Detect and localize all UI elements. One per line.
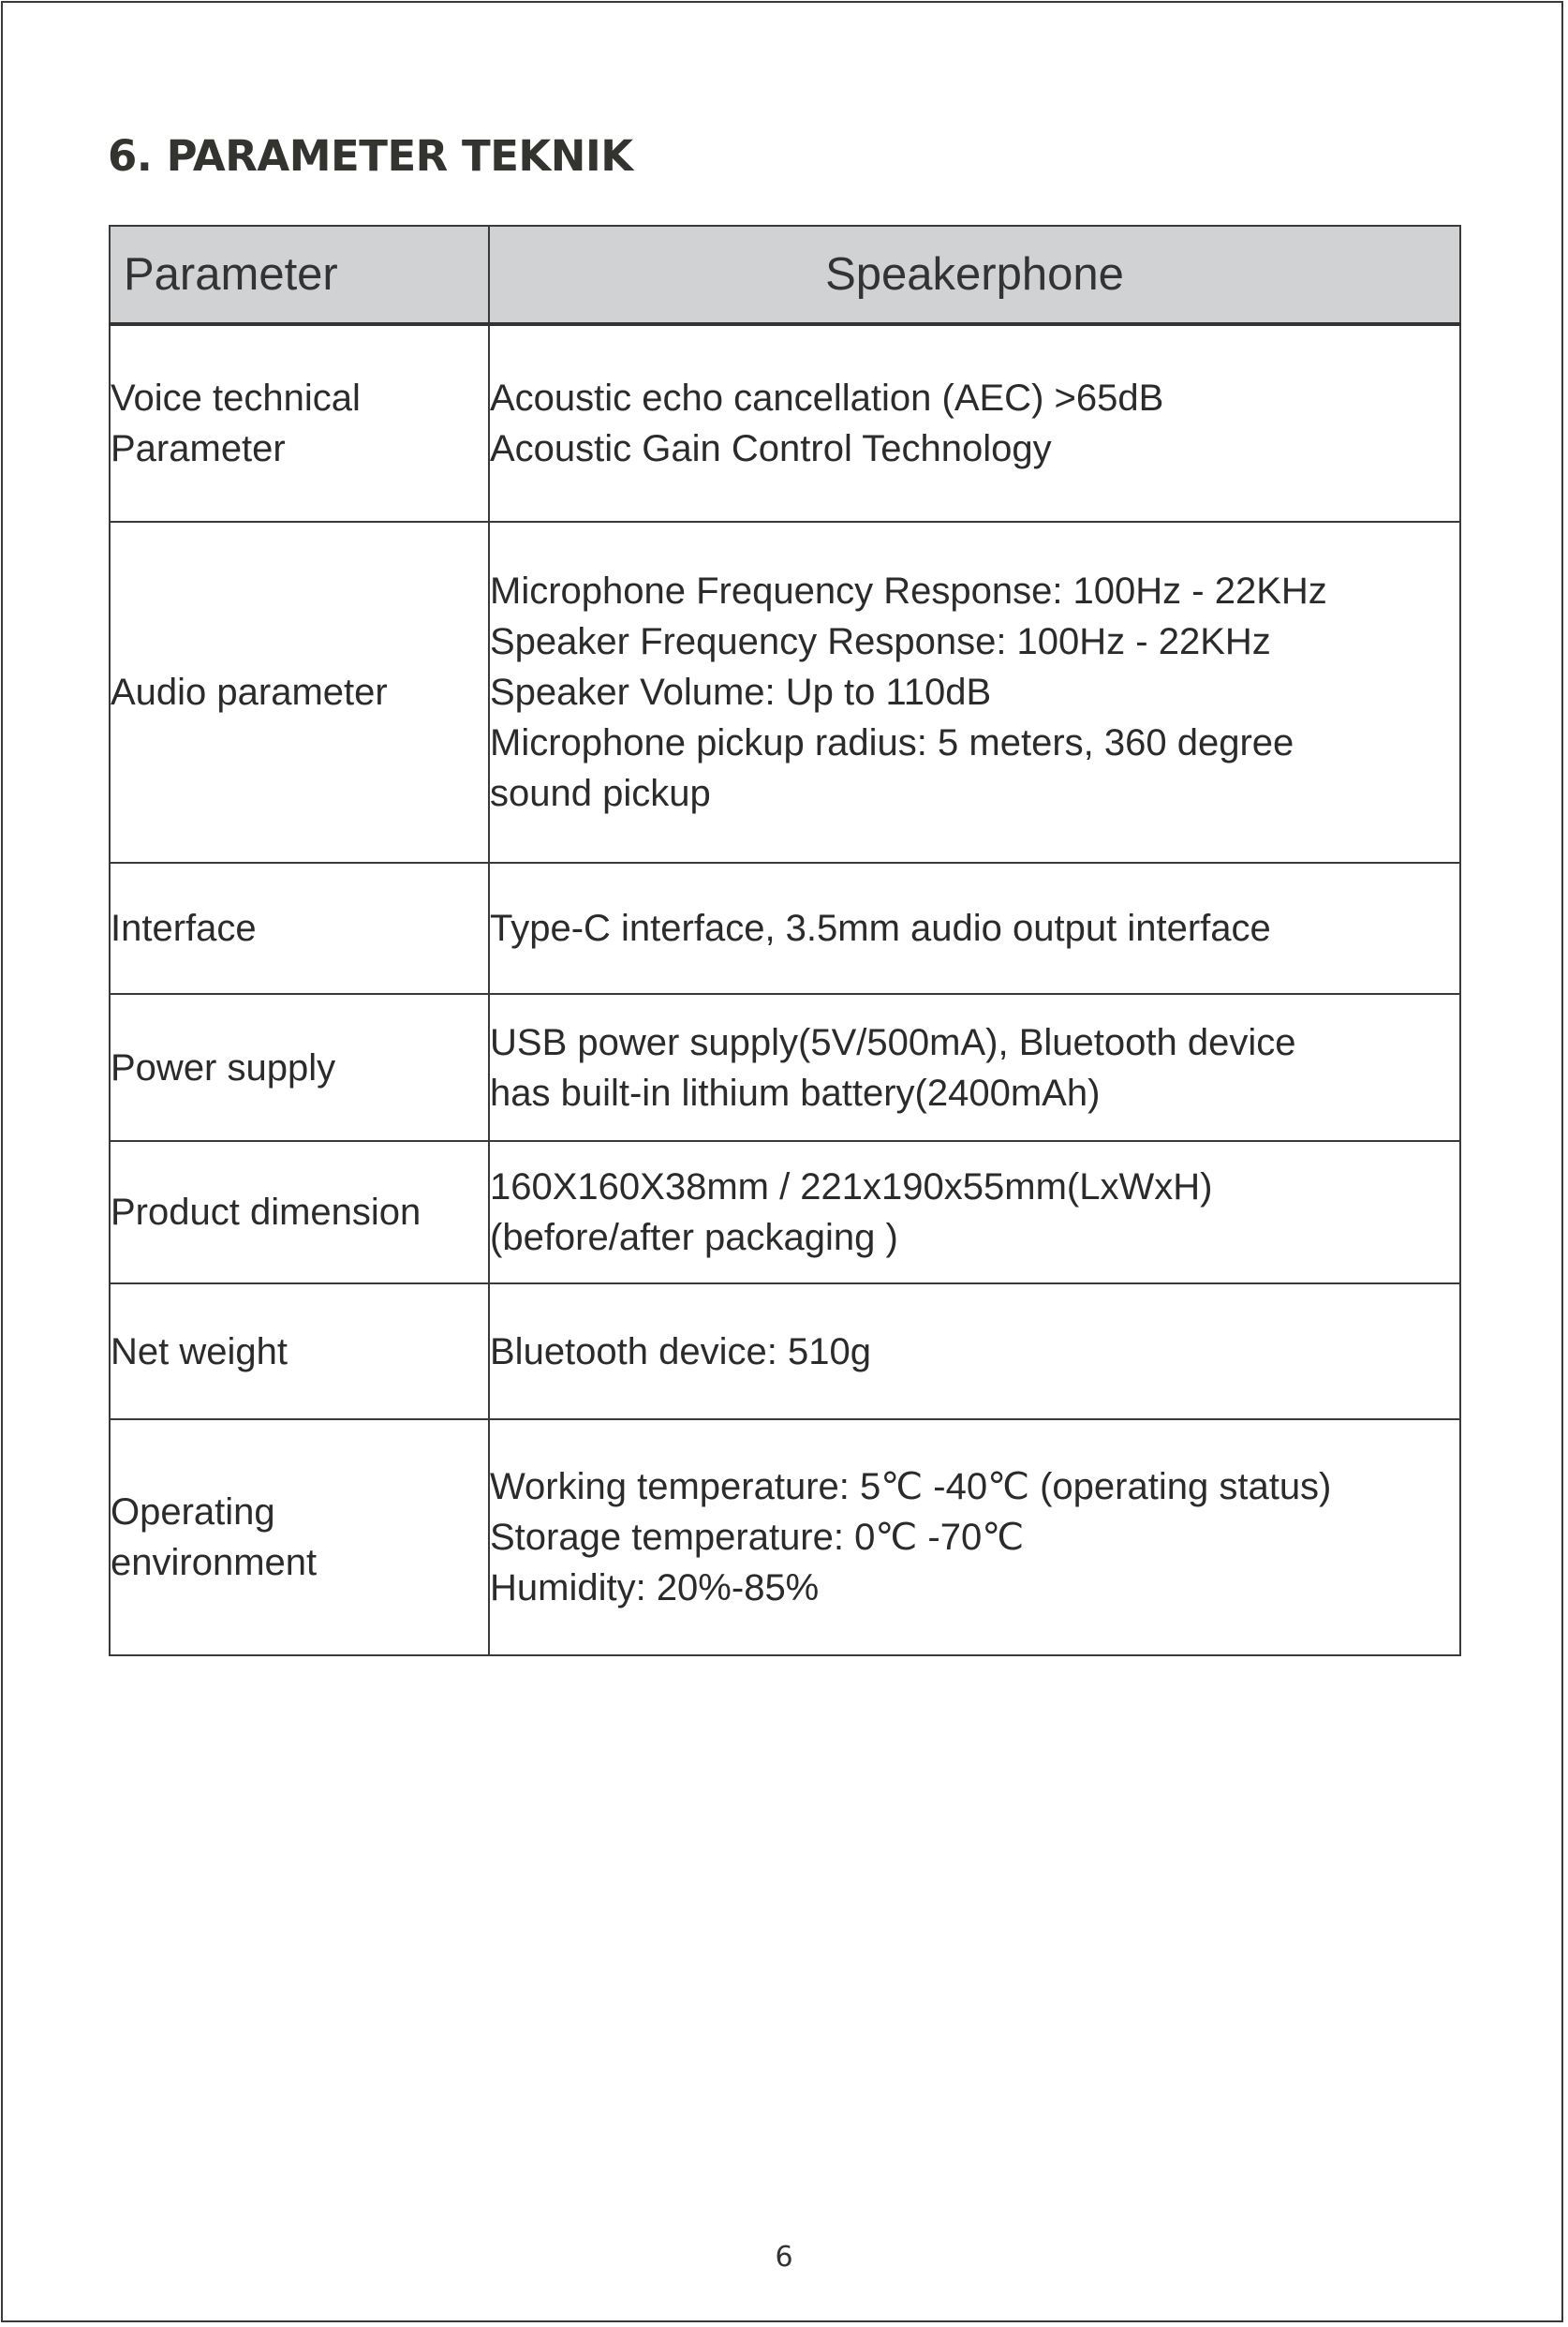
value-line: Speaker Frequency Response: 100Hz - 22KHz bbox=[490, 621, 1271, 662]
label-line: Net weight bbox=[111, 1330, 288, 1372]
value-line: Bluetooth device: 510g bbox=[490, 1330, 871, 1372]
table-row bbox=[110, 994, 1460, 1141]
column-header-parameter: Parameter bbox=[110, 226, 489, 324]
label-line: Voice technical bbox=[111, 378, 361, 419]
label-line: Parameter bbox=[111, 428, 286, 469]
table-header-row bbox=[110, 226, 1460, 324]
table-row bbox=[110, 522, 1460, 863]
value-line: 160X160X38mm / 221x190x55mm(LxWxH) bbox=[490, 1166, 1213, 1208]
value-line: has built-in lithium battery(2400mAh) bbox=[490, 1072, 1101, 1114]
label-line: environment bbox=[111, 1542, 318, 1583]
label-line: Power supply bbox=[111, 1046, 336, 1089]
column-header-speakerphone: Speakerphone bbox=[489, 226, 1460, 324]
value-line: USB power supply(5V/500mA), Bluetooth device bbox=[490, 1021, 1296, 1063]
value-line: Type-C interface, 3.5mm audio output interface bbox=[490, 908, 1271, 949]
label-line: Product dimension bbox=[111, 1192, 422, 1233]
technical-parameter-table bbox=[109, 225, 1461, 1656]
row-label-operating-environment bbox=[110, 1419, 489, 1655]
label-line: Interface bbox=[111, 908, 257, 949]
row-value-voice-technical bbox=[489, 324, 1460, 522]
row-value-operating-environment bbox=[489, 1419, 1460, 1655]
label-line: Operating bbox=[111, 1491, 275, 1533]
table-row bbox=[110, 863, 1460, 994]
value-line: Humidity: 20%-85% bbox=[490, 1567, 820, 1608]
label-line: Audio parameter bbox=[111, 672, 388, 713]
row-value-power-supply bbox=[489, 994, 1460, 1141]
value-line: sound pickup bbox=[490, 773, 711, 814]
value-line: Speaker Volume: Up to 110dB bbox=[490, 672, 992, 713]
row-label-voice-technical bbox=[110, 324, 489, 522]
row-value-net-weight bbox=[489, 1283, 1460, 1419]
page-number: 6 bbox=[775, 2241, 793, 2274]
value-line: Microphone Frequency Response: 100Hz - 22KHz bbox=[490, 571, 1327, 612]
row-value-audio-parameter bbox=[489, 522, 1460, 863]
row-value-interface bbox=[489, 863, 1460, 994]
value-line: Storage temperature: 0℃ -70℃ bbox=[490, 1517, 1025, 1558]
value-line: Acoustic Gain Control Technology bbox=[490, 428, 1052, 469]
value-line: Acoustic echo cancellation (AEC) >65dB bbox=[490, 378, 1164, 419]
table-row bbox=[110, 324, 1460, 522]
table-row bbox=[110, 1419, 1460, 1655]
row-label-product-dimension bbox=[110, 1141, 489, 1283]
section-heading: 6. PARAMETER TEKNIK bbox=[108, 131, 633, 181]
value-line: Working temperature: 5℃ -40℃ (operating status) bbox=[490, 1466, 1332, 1507]
value-line: (before/after packaging ) bbox=[490, 1217, 898, 1258]
table-row bbox=[110, 1283, 1460, 1419]
row-label-net-weight bbox=[110, 1283, 489, 1419]
row-value-product-dimension bbox=[489, 1141, 1460, 1283]
value-line: Microphone pickup radius: 5 meters, 360 degree bbox=[490, 722, 1294, 763]
row-label-power-supply bbox=[110, 994, 489, 1141]
row-label-interface bbox=[110, 863, 489, 994]
row-label-audio-parameter bbox=[110, 522, 489, 863]
table-row bbox=[110, 1141, 1460, 1283]
